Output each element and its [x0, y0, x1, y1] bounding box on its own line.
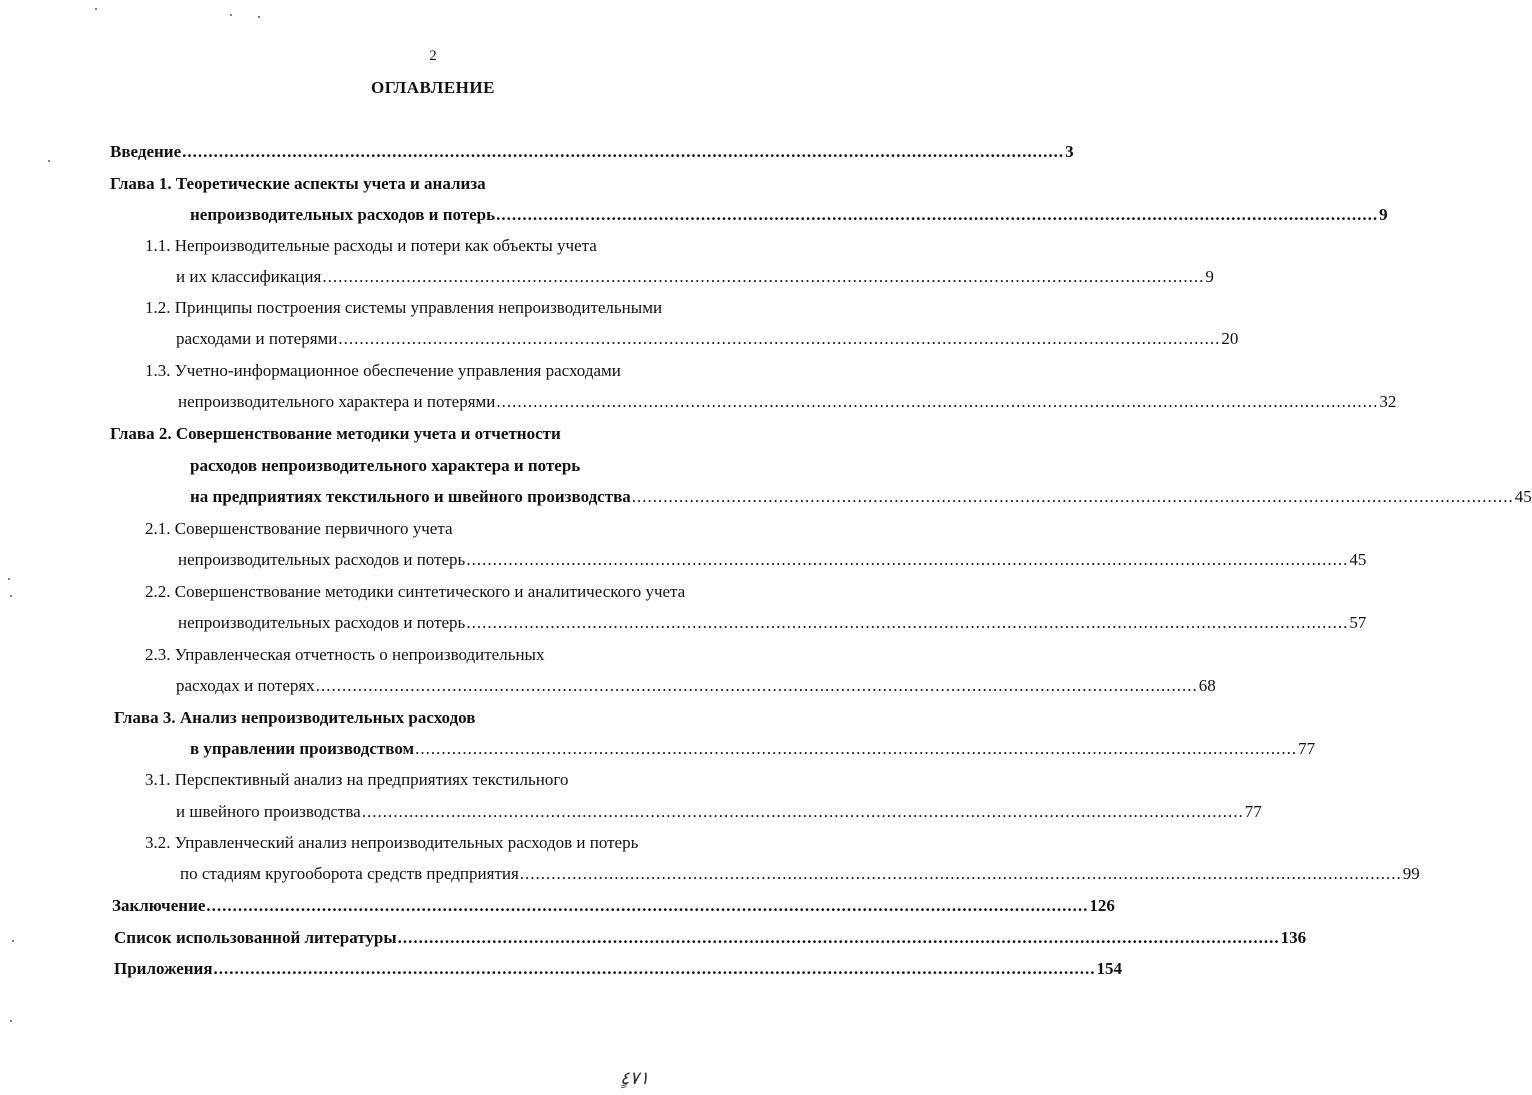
scan-speck [48, 160, 50, 162]
toc-section-1-3-line1: 1.3. Учетно-информационное обеспечение управления расходами [145, 361, 621, 380]
toc-label: Заключение [112, 896, 206, 915]
toc-entry-chapter-1 [190, 203, 1388, 227]
toc-page: 99 [1402, 864, 1420, 883]
dot-leader: ........................................................................................................................................................................ [361, 802, 1244, 821]
toc-section-3-2-line1: 3.2. Управленческий анализ непроизводительных расходов и потерь [145, 833, 639, 852]
dot-leader: ........................................................................................................................................................................ [631, 487, 1514, 506]
toc-page: 45 [1349, 550, 1367, 569]
toc-chapter-2-line1: Глава 2. Совершенствование методики учета и отчетности [110, 424, 561, 443]
toc-entry-section-2-3 [176, 674, 1216, 698]
handwritten-note: ٍ٤٧١ [620, 1068, 650, 1088]
toc-label: непроизводительного характера и потерями [178, 392, 496, 411]
toc-page: 77 [1244, 802, 1262, 821]
toc-label: Приложения [114, 959, 213, 978]
dot-leader: ........................................................................................................................................................................ [466, 550, 1349, 569]
toc-entry-section-1-1 [176, 265, 1214, 289]
toc-label: по стадиям кругооборота средств предприятия [180, 864, 519, 883]
toc-page: 20 [1221, 329, 1239, 348]
dot-leader: ........................................................................................................................................................................ [315, 676, 1198, 695]
scan-speck [95, 8, 97, 10]
page-title: ОГЛАВЛЕНИЕ [371, 78, 495, 97]
toc-page: 154 [1096, 959, 1123, 978]
toc-entry-chapter-2 [190, 485, 1532, 509]
scan-speck [258, 16, 260, 18]
toc-page: 68 [1198, 676, 1216, 695]
dot-leader: ........................................................................................................................................................................ [519, 864, 1402, 883]
scan-speck [12, 940, 14, 942]
toc-section-2-2-line1: 2.2. Совершенствование методики синтетического и аналитического учета [145, 582, 686, 601]
page-number: 2 [429, 48, 437, 64]
toc-page: 32 [1379, 392, 1397, 411]
dot-leader: ........................................................................................................................................................................ [496, 392, 1379, 411]
toc-label: и швейного производства [176, 802, 361, 821]
toc-section-1-2-line1: 1.2. Принципы построения системы управления непроизводительными [145, 298, 663, 317]
toc-chapter-2-line2: расходов непроизводительного характера и потерь [190, 456, 581, 475]
toc-page: 9 [1379, 205, 1388, 224]
toc-label: расходах и потерях [176, 676, 315, 695]
toc-entry-references [114, 926, 1307, 950]
dot-leader: ........................................................................................................................................................................ [496, 205, 1379, 224]
toc-entry-section-3-1 [176, 800, 1262, 824]
toc-entry-section-2-2 [178, 611, 1367, 635]
toc-entry-section-3-2 [180, 862, 1420, 886]
toc-entry-section-1-3 [178, 390, 1397, 414]
toc-label: и их классификация [176, 267, 322, 286]
toc-page: 77 [1298, 739, 1316, 758]
toc-page: 57 [1349, 613, 1367, 632]
scan-speck [10, 595, 12, 597]
toc-label: в управлении производством [190, 739, 415, 758]
dot-leader: ........................................................................................................................................................................ [466, 613, 1349, 632]
toc-page: 3 [1065, 142, 1074, 161]
scan-speck [8, 578, 10, 580]
toc-page: 9 [1205, 267, 1214, 286]
dot-leader: ........................................................................................................................................................................ [206, 896, 1089, 915]
scan-speck [230, 14, 232, 16]
toc-section-3-1-line1: 3.1. Перспективный анализ на предприятиях текстильного [145, 770, 569, 789]
dot-leader: ........................................................................................................................................................................ [397, 928, 1280, 947]
toc-entry-intro [110, 140, 1074, 164]
toc-label: на предприятиях текстильного и швейного производства [190, 487, 631, 506]
toc-section-2-3-line1: 2.3. Управленческая отчетность о непроизводительных [145, 645, 545, 664]
toc-label: Введение [110, 142, 182, 161]
toc-chapter-3-line1: Глава 3. Анализ непроизводительных расходов [114, 708, 476, 727]
dot-leader: ........................................................................................................................................................................ [213, 959, 1096, 978]
toc-entry-conclusion [112, 894, 1115, 918]
toc-label: Список использованной литературы [114, 928, 397, 947]
scan-speck [10, 1020, 12, 1022]
toc-page: 126 [1089, 896, 1115, 915]
toc-section-1-1-line1: 1.1. Непроизводительные расходы и потери как объекты учета [145, 236, 597, 255]
toc-label: непроизводительных расходов и потерь [190, 205, 496, 224]
toc-label: непроизводительных расходов и потерь [178, 613, 466, 632]
toc-label: непроизводительных расходов и потерь [178, 550, 466, 569]
dot-leader: ........................................................................................................................................................................ [338, 329, 1221, 348]
dot-leader: ........................................................................................................................................................................ [182, 142, 1065, 161]
toc-entry-chapter-3 [190, 737, 1316, 761]
dot-leader: ........................................................................................................................................................................ [322, 267, 1205, 286]
toc-entry-section-2-1 [178, 548, 1367, 572]
toc-page: 45 [1514, 487, 1532, 506]
toc-label: расходами и потерями [176, 329, 338, 348]
toc-entry-section-1-2 [176, 327, 1239, 351]
toc-chapter-1-line1: Глава 1. Теоретические аспекты учета и анализа [110, 174, 486, 193]
dot-leader: ........................................................................................................................................................................ [415, 739, 1298, 758]
toc-entry-appendix [114, 957, 1123, 981]
toc-page: 136 [1280, 928, 1307, 947]
toc-section-2-1-line1: 2.1. Совершенствование первичного учета [145, 519, 453, 538]
